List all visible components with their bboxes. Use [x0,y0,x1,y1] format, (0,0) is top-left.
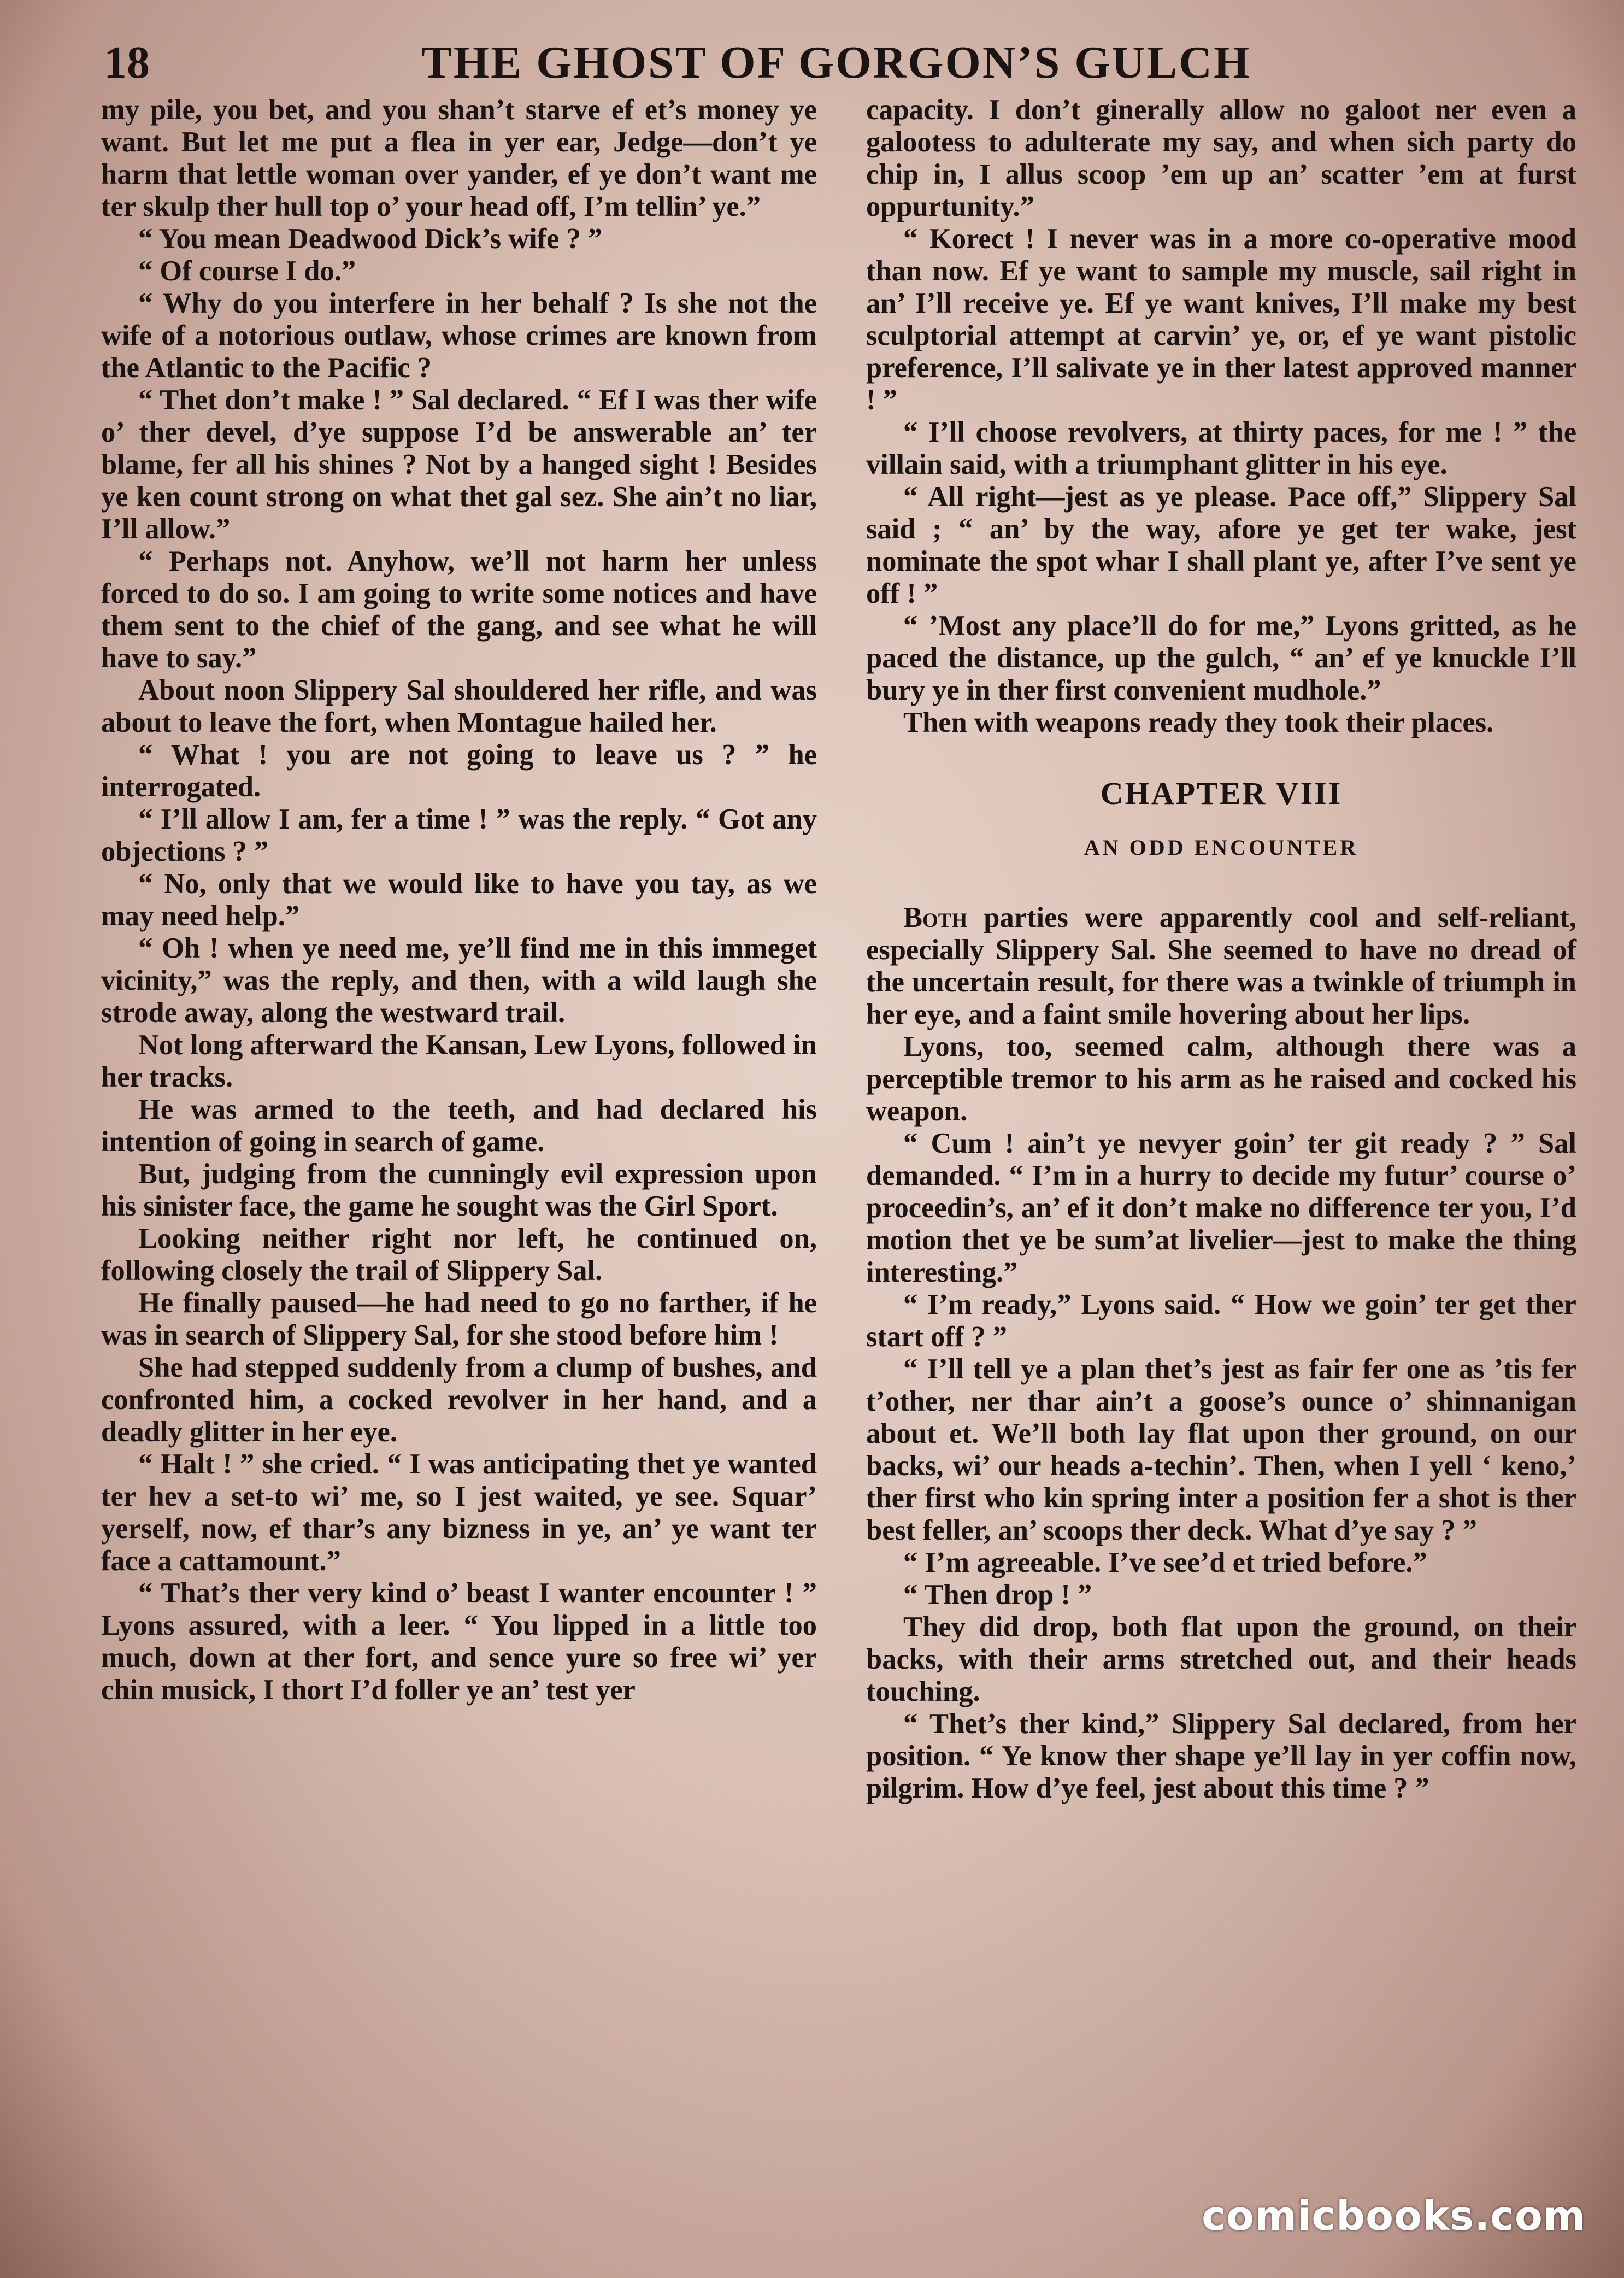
paragraph: About noon Slippery Sal shouldered her rifle, and was about to leave the fort, when Montague hailed her. [101,674,817,738]
right-text-column [866,94,1576,1805]
paragraph: “ Halt ! ” she cried. “ I was anticipating thet ye wanted ter hev a set-to wi’ me, so I jest waited, ye see. Squar’ yerself, now, ef thar’s any bizness in ye, an’ ye want ter face a cattamount.” [101,1448,817,1577]
paragraph-text: parties were apparently cool and self-reliant, especially Slippery Sal. She seemed to have no dread of the uncertain result, for there was a twinkle of triumph in her eye, and a faint smile hovering about her lips. [866,902,1576,1030]
paragraph: “ You mean Deadwood Dick’s wife ? ” [138,223,603,255]
paragraph: “ Why do you interfere in her behalf ? Is she not the wife of a notorious outlaw, whose crimes are known from the Atlantic to the Pacific ? [101,287,817,384]
paragraph: But, judging from the cunningly evil expression upon his sinister face, the game he sought was the Girl Sport. [101,1158,817,1222]
paragraph: “ What ! you are not going to leave us ? ” he interrogated. [101,739,817,803]
page-header [104,30,1568,96]
paragraph: “ Thet don’t make ! ” Sal declared. “ Ef I was ther wife o’ ther devel, d’ye suppose I’d be answerable an’ ter blame, fer all his shines ? Not by a hanged sight ! Besides ye ken count strong on what thet gal sez. She ain’t no liar, I’ll allow.” [101,384,817,545]
page-number: 18 [104,37,150,88]
paragraph: “ Then drop ! ” [903,1579,1092,1611]
paragraph: capacity. I don’t ginerally allow no galoot ner even a galootess to adulterate my say, and when sich party do chip in, I allus scoop ’em up an’ scatter ’em at furst oppurtunity.” [866,94,1576,222]
running-title: THE GHOST OF GORGON’S GULCH [421,37,1251,88]
paragraph: “ That’s ther very kind o’ beast I wanter encounter ! ” Lyons assured, with a leer. “ You lipped in a little too much, down at ther fort, and sence yure so free wi’ yer chin musick, I thort I’d foller ye an’ test yer [101,1577,817,1706]
paragraph: He was armed to the teeth, and had declared his intention of going in search of game. [101,1094,817,1158]
paragraph: “ All right—jest as ye please. Pace off,” Slippery Sal said ; “ an’ by the way, afore ye get ter wake, jest nominate the spot whar I shall plant ye, after I’ve sent ye off ! ” [866,481,1576,609]
paragraph: “ Thet’s ther kind,” Slippery Sal declared, from her position. “ Ye know ther shape ye’ll lay in yer coffin now, pilgrim. How d’ye feel, jest about this time ? ” [866,1708,1576,1804]
paragraph: “ I’ll tell ye a plan thet’s jest as fair fer one as ’tis fer t’other, ner thar ain’t a goose’s ounce o’ shinnanigan about et. We’ll both lay flat upon ther ground, on our backs, wi’ our heads a-techin’. Then, when I yell ‘ keno,’ ther first who kin spring inter a position fer a shot is ther best feller, an’ scoops ther deck. What d’ye say ? ” [866,1353,1576,1546]
paragraph: Looking neither right nor left, he continued on, following closely the trail of Slippery Sal. [101,1223,817,1287]
paragraph: “ ’Most any place’ll do for me,” Lyons gritted, as he paced the distance, up the gulch, “ an’ ef ye knuckle I’ll bury ye in ther first convenient mudhole.” [866,610,1576,706]
paragraph: “ I’m agreeable. I’ve see’d et tried before.” [903,1547,1427,1578]
paragraph: Not long afterward the Kansan, Lew Lyons, followed in her tracks. [101,1029,817,1093]
paragraph: “ Of course I do.” [138,255,356,287]
paragraph: Then with weapons ready they took their places. [903,707,1494,738]
paragraph: “ Cum ! ain’t ye nevyer goin’ ter git ready ? ” Sal demanded. “ I’m in a hurry to decide my futur’ course o’ proceedin’s, an’ ef it don’t make no difference ter you, I’d motion thet ye be sum’at livelier—jest to make the thing interesting.” [866,1128,1576,1288]
paragraph: my pile, you bet, and you shan’t starve ef et’s money ye want. But let me put a flea in yer ear, Jedge—don’t ye harm that lettle woman over yander, ef ye don’t want me ter skulp ther hull top o’ your head off, I’m tellin’ ye.” [101,94,817,222]
paragraph: “ I’ll allow I am, fer a time ! ” was the reply. “ Got any objections ? ” [101,803,817,867]
left-text-column [101,94,817,1706]
paragraph: She had stepped suddenly from a clump of bushes, and confronted him, a cocked revolver in her hand, and a deadly glitter in her eye. [101,1352,817,1448]
paragraph: “ Oh ! when ye need me, ye’ll find me in this immeget vicinity,” was the reply, and then, with a wild laugh she strode away, along the westward trail. [101,932,817,1029]
paragraph: “ No, only that we would like to have you tay, as we may need help.” [101,868,817,932]
chapter-subtitle: AN ODD ENCOUNTER [1084,835,1359,860]
chapter-opening-paragraph [866,902,1576,1031]
site-watermark: comicbooks.com [1202,2193,1586,2240]
paragraph: “ Korect ! I never was in a more co-operative mood than now. Ef ye want to sample my muscle, sail right in an’ I’ll receive ye. Ef ye want knives, I’ll make my best sculptorial attempt at carvin’ ye, or, ef ye want pistolic preference, I’ll salivate ye in ther latest approved manner ! ” [866,223,1576,416]
paragraph: They did drop, both flat upon the ground, on their backs, with their arms stretched out, and their heads touching. [866,1611,1576,1707]
paragraph: “ I’ll choose revolvers, at thirty paces, for me ! ” the villain said, with a triumphant glitter in his eye. [866,416,1576,480]
paragraph: Lyons, too, seemed calm, although there was a perceptible tremor to his arm as he raised and cocked his weapon. [866,1031,1576,1127]
drop-lead-word: Both [903,902,968,933]
paragraph: “ Perhaps not. Anyhow, we’ll not harm her unless forced to do so. I am going to write some notices and have them sent to the chief of the gang, and see what he will have to say.” [101,545,817,674]
paragraph: He finally paused—he had need to go no farther, if he was in search of Slippery Sal, for she stood before him ! [101,1287,817,1351]
paragraph: “ I’m ready,” Lyons said. “ How we goin’ ter get ther start off ? ” [866,1289,1576,1353]
chapter-heading: CHAPTER VIII [1100,776,1343,811]
